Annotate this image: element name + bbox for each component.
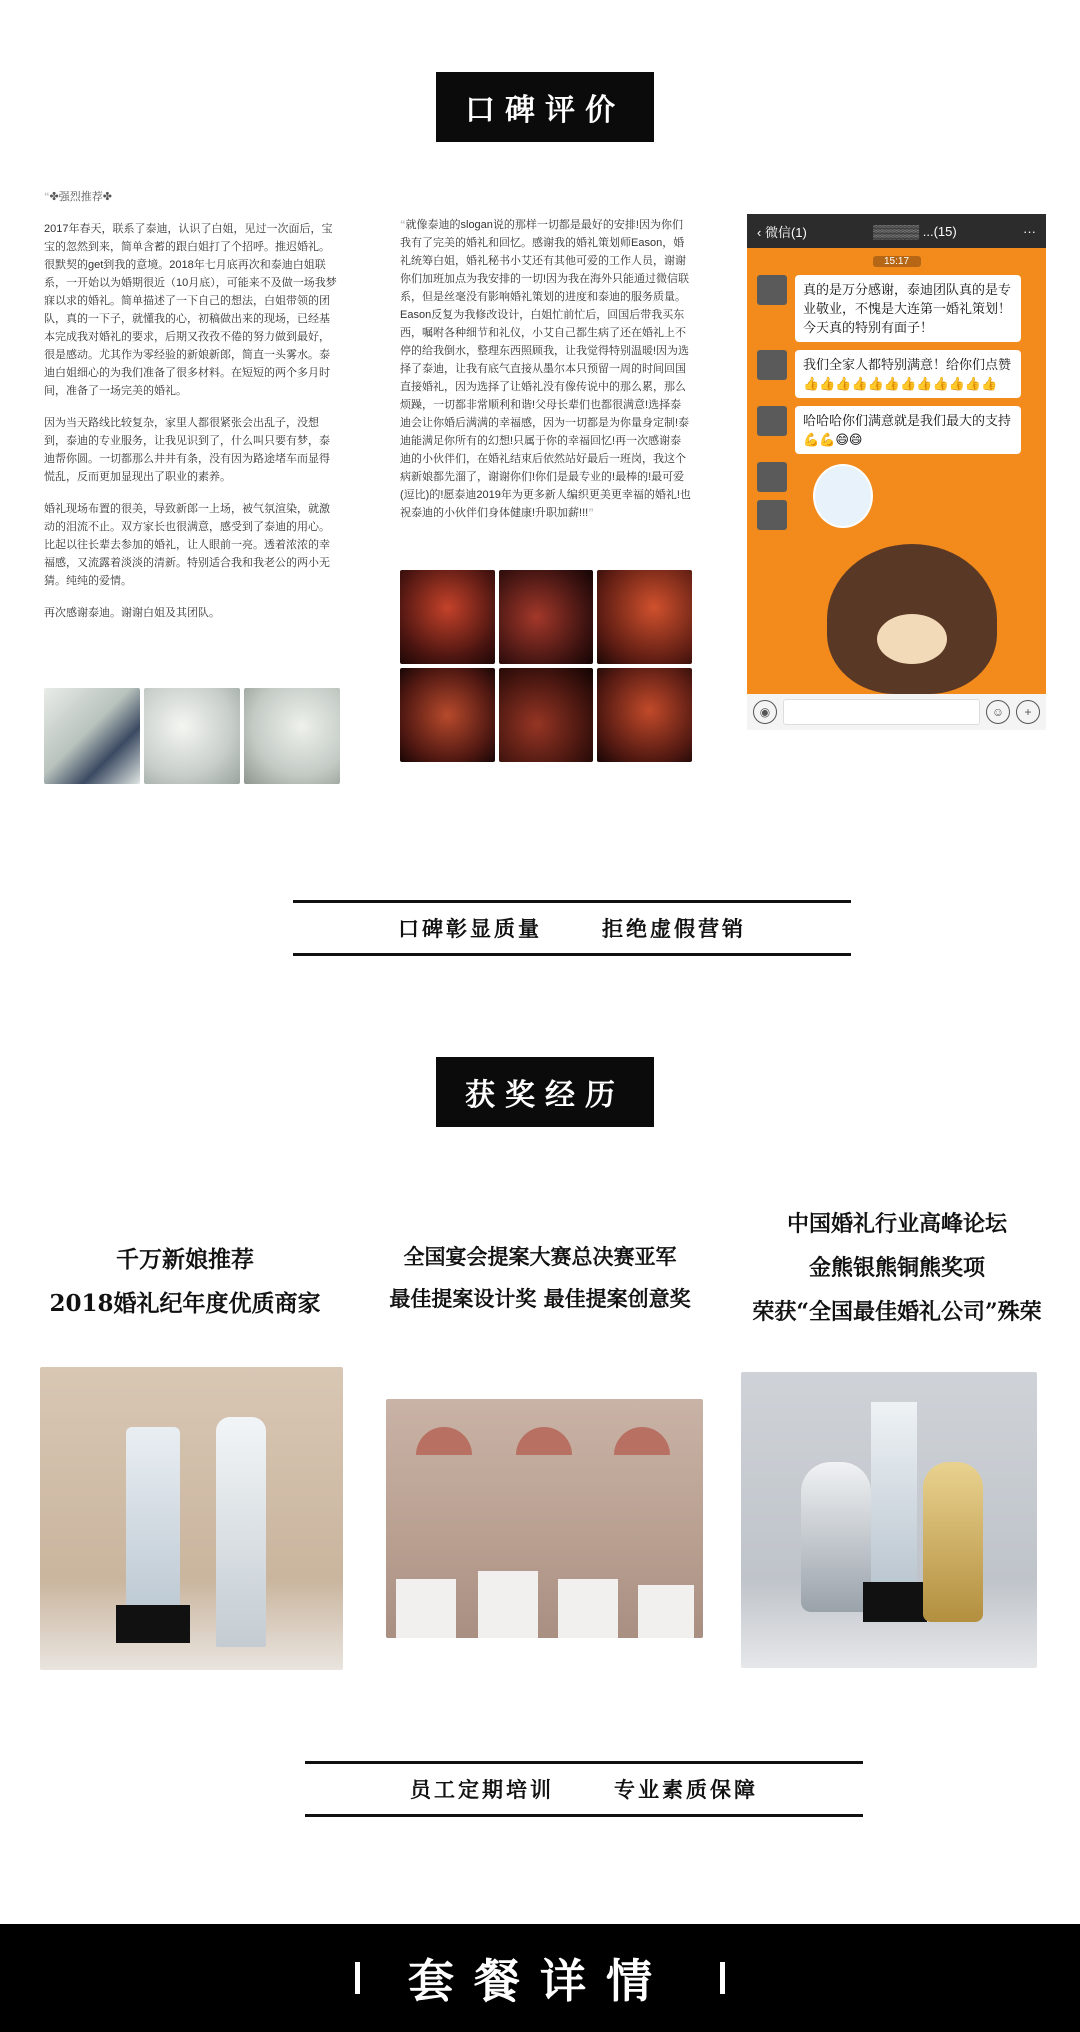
chat-bubble: 哈哈哈你们满意就是我们最大的支持 💪💪😄😄 — [795, 406, 1021, 454]
pedestal — [478, 1571, 538, 1638]
award-line: 全国宴会提案大赛总决赛亚军 — [403, 1244, 677, 1269]
plus-icon[interactable]: + — [1016, 700, 1040, 724]
award-caption-3 — [724, 1202, 1070, 1334]
pendant-lamp — [516, 1427, 572, 1455]
pedestal — [396, 1579, 456, 1638]
chat-header — [747, 214, 1046, 248]
section-title-awards — [436, 1057, 654, 1127]
more-icon[interactable]: ··· — [1022, 223, 1036, 239]
slogan-right: 拒绝虚假营销 — [602, 916, 746, 941]
review-card-2 — [400, 216, 692, 536]
trophy-base — [116, 1605, 190, 1643]
review-2-text: “就像泰迪的slogan说的那样一切都是最好的安排!因为你们我有了完美的婚礼和回忆。感谢我的婚礼策划师Eason，婚礼统筹白姐，婚礼秘书小艾还有其他可爱的工作人员，谢谢你们加班加点为我安排的一切!因为我在海外只能通过微信联系，但是丝毫没有影响婚礼策划的进度和泰迪的服务质量。Eason反复为我修改设计，白姐忙前忙后，回国后带我买东西，嘱咐各种细节和礼仪，小艾自己都生病了还在婚礼上不停的给我倒水，整理东西照顾我，让我觉得特别温暖!因为选择了泰迪，让我有底气直接从墨尔本只预留一周的时间回国直接婚礼，因为选择了让婚礼没有像传说中的那么累，那么烦躁，一切都非常顺利和谐!父母长辈们也都很满意!选择泰迪会让你婚后满满的幸福感，因为一切都是为你量身定制!泰迪能满足你所有的幻想!只属于你的幸福回忆!再一次感谢泰迪的小伙伴们，在婚礼结束后依然站好最后一班岗，我这个病新娘都先溜了，谢谢你们!你们是最专业的!最棒的!最可爱(逗比)的!愿泰迪2019年为更多新人编织更美更幸福的婚礼!也祝泰迪的小伙伴们身体健康!升职加薪!!!” — [400, 219, 691, 519]
section-title-reviews — [436, 72, 654, 142]
award-caption-1 — [30, 1238, 340, 1326]
gold-bear-trophy — [923, 1462, 983, 1622]
venue-photo — [400, 570, 495, 664]
divider-bar — [355, 1962, 360, 1994]
chat-message — [757, 275, 1036, 342]
review-card-1 — [44, 188, 340, 636]
silver-bear-trophy — [801, 1462, 871, 1612]
mascot-sticker — [813, 464, 873, 528]
chat-message — [757, 462, 1036, 492]
slogan-left: 员工定期培训 — [410, 1777, 554, 1802]
pendant-lamp — [416, 1427, 472, 1455]
wedding-photo — [144, 688, 240, 784]
chat-timestamp: 15:17 — [873, 256, 921, 267]
pedestal — [638, 1585, 694, 1638]
chat-message — [757, 350, 1036, 398]
review-1-paragraph: 因为当天路线比较复杂，家里人都很紧张会出乱子，没想到，泰迪的专业服务，让我见识到了，什么叫只要有梦，泰迪帮你圆。一切都那么井井有条，没有因为路途堵车而显得慌乱，反而更加显现出了职业的素养。 — [44, 417, 330, 483]
slogan-right: 专业素质保障 — [614, 1777, 758, 1802]
trophy-base — [863, 1582, 927, 1622]
emoji-icon[interactable]: ☺ — [986, 700, 1010, 724]
review-1-header: “✤强烈推荐✤ — [44, 191, 112, 203]
venue-photo — [499, 668, 594, 762]
chat-bubble: 真的是万分感谢，泰迪团队真的是专业敬业，不愧是大连第一婚礼策划！今天真的特别有面子！ — [795, 275, 1021, 342]
slogan-bar-1 — [293, 900, 851, 956]
pedestal — [558, 1579, 618, 1638]
venue-photo — [499, 570, 594, 664]
chat-message — [757, 406, 1036, 454]
avatar — [757, 275, 787, 305]
wechat-screenshot — [747, 214, 1046, 730]
review-1-paragraph: 2017年春天，联系了泰迪，认识了白姐，见过一次面后，宝宝的忽然到来，简单含蓄的跟白姐打了个招呼。推迟婚礼。很默契的get到我的意境。2018年七月底再次和泰迪白姐联系，一开始以为婚期很近（10月底），可能来不及做一场我梦寐以求的婚礼。简单描述了一下自己的想法，白姐带领的团队，真的一下子，就懂我的心，初稿做出来的现场，已经基本完成我对婚礼的要求，后期又孜孜不倦的努力做到最好，很是感动。尤其作为零经验的新娘新郎，简直一头雾水。泰迪白姐细心的为我们准备了很多材料。在短短的两个多月时间，准备了一场完美的婚礼。 — [44, 223, 337, 397]
crystal-trophy — [871, 1402, 917, 1592]
award-line: 千万新娘推荐 — [116, 1246, 254, 1273]
trophy — [216, 1417, 266, 1647]
package-details-title: 套餐详情 — [408, 1954, 672, 2008]
avatar — [757, 500, 787, 530]
avatar — [757, 462, 787, 492]
avatar — [757, 406, 787, 436]
chat-input[interactable] — [783, 699, 980, 725]
divider-bar — [720, 1962, 725, 1994]
venue-photo — [597, 668, 692, 762]
venue-photo — [597, 570, 692, 664]
award-line: 荣获“全国最佳婚礼公司”殊荣 — [752, 1299, 1042, 1325]
slogan-bar-2 — [305, 1761, 863, 1817]
package-details-banner — [0, 1924, 1080, 2032]
section-title-reviews-text: 口碑评价 — [465, 93, 625, 128]
venue-photo — [400, 668, 495, 762]
chat-input-bar — [747, 694, 1046, 730]
voice-icon[interactable]: ◉ — [753, 700, 777, 724]
wedding-photo — [244, 688, 340, 784]
avatar — [757, 350, 787, 380]
pendant-lamp — [614, 1427, 670, 1455]
chat-group-name: ▒▒▒▒▒ ...(15) — [873, 223, 957, 239]
award-caption-2 — [360, 1236, 720, 1320]
section-title-awards-text: 获奖经历 — [465, 1078, 625, 1113]
award-line: 金熊银熊铜熊奖项 — [808, 1255, 985, 1281]
chat-bubble: 我们全家人都特别满意！给你们点赞👍👍👍👍👍👍👍👍👍👍👍👍 — [795, 350, 1021, 398]
bear-award-photo — [741, 1372, 1037, 1668]
trophy-photo — [40, 1367, 343, 1670]
award-line: 中国婚礼行业高峰论坛 — [786, 1211, 1007, 1237]
venue-photo-grid — [400, 570, 692, 762]
slogan-left: 口碑彰显质量 — [398, 916, 542, 941]
chat-back[interactable]: ‹ 微信(1) — [757, 224, 807, 240]
bear-face — [877, 614, 947, 664]
review-1-paragraph: 婚礼现场布置的很美，导致新郎一上场，被气氛渲染，就激动的泪流不止。双方家长也很满意，感受到了泰迪的用心。比起以往长辈去参加的婚礼，让人眼前一亮。透着浓浓的幸福感，又流露着淡淡的清新。特别适合我和我老公的两小无猜。纯纯的爱情。 — [44, 503, 330, 587]
award-line: 2018婚礼纪年度优质商家 — [49, 1290, 321, 1317]
bear-sticker — [827, 544, 997, 694]
trophy-display-photo — [386, 1399, 703, 1638]
review-1-paragraph: 再次感谢泰迪。谢谢白姐及其团队。 — [44, 607, 220, 619]
wedding-photo — [44, 688, 140, 784]
chat-message — [757, 500, 1036, 530]
award-line: 最佳提案设计奖 最佳提案创意奖 — [389, 1286, 691, 1311]
